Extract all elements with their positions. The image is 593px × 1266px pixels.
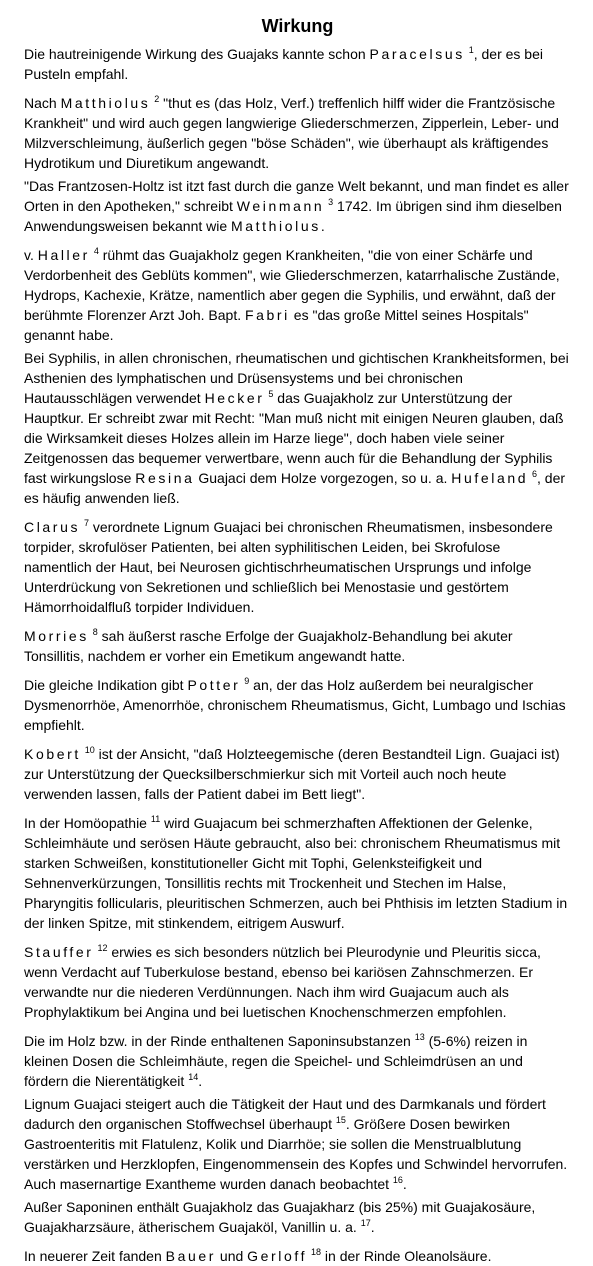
- text-run: Guajaci dem Holze vorgezogen, so u. a.: [194, 470, 452, 486]
- author-name: Matthiolus: [231, 218, 321, 234]
- footnote-ref: 15: [335, 1115, 346, 1125]
- text-run: Nach: [24, 95, 61, 111]
- text-run: 1742. Im übrigen sind ihm dieselben Anwendungsweisen bekannt wie: [24, 198, 562, 234]
- author-name: Haller: [37, 247, 90, 263]
- paragraph-p5: [24, 348, 571, 508]
- author-name: Gerloff: [247, 1248, 308, 1264]
- footnote-ref: 5: [268, 389, 274, 399]
- text-run: .: [402, 1176, 407, 1192]
- footnote-ref: 4: [93, 246, 99, 256]
- text-run: Lignum Guajaci steigert auch die Tätigkeit der Haut und des Darmkanals und fördert dadurch den organischen Stoffwechsel überhaupt: [24, 1096, 546, 1132]
- text-run: Bei Syphilis, in allen chronischen, rheumatischen und gichtischen Krankheitsformen, bei Asthenien des lymphatischen und Drüsensystems und bei chronischen Hautausschlägen verwendet: [24, 350, 569, 406]
- paragraph-p9: [24, 744, 571, 804]
- text-run: Die gleiche Indikation gibt: [24, 677, 188, 693]
- text-run: (5-6%) reizen in kleinen Dosen die Schleimhäute, regen die Speichel- und Schleimdrüsen an und fördern die Nierentätigkeit: [24, 1033, 528, 1089]
- paragraph-p15: [24, 1246, 571, 1266]
- paragraph-p4: [24, 245, 571, 345]
- text-run: sah äußerst rasche Erfolge der Guajakholz-Behandlung bei akuter Tonsillitis, nachdem er vorher ein Emetikum angewandt hatte.: [24, 628, 513, 664]
- text-run: an, der das Holz außerdem bei neuralgischer Dysmenorrhöe, Amenorrhöe, chronischem Rheumatismus, Gicht, Lumbago und Ischias empfiehlt.: [24, 677, 566, 733]
- author-name: Potter: [187, 677, 241, 693]
- author-name: Hecker: [204, 390, 265, 406]
- author-name: Hufeland: [451, 470, 529, 486]
- footnote-ref: 18: [311, 1247, 322, 1257]
- author-name: Kobert: [24, 746, 81, 762]
- text-run: In neuerer Zeit fanden: [24, 1248, 166, 1264]
- page-title: Wirkung: [261, 16, 334, 36]
- paragraph-p1: [24, 44, 571, 84]
- text-run: Außer Saponinen enthält Guajakholz das Guajakharz (bis 25%) mit Guajakosäure, Guajakharzsäure, ätherischem Guajaköl, Vanillin u. a.: [24, 1199, 536, 1235]
- paragraph-p8: [24, 675, 571, 735]
- text-run: ist der Ansicht, "daß Holzteegemische (deren Bestandteil Lign. Guajaci ist) zur Unterstützung der Quecksilberschmierkur sich mit Vorteil auch noch heute verwenden lassen, falls der Patient dabei im Bett liegt".: [24, 746, 560, 802]
- paragraph-p12: [24, 1031, 571, 1091]
- text-run: das Guajakholz zur Unterstützung der Hauptkur. Er schreibt zwar mit Recht: "Man muß nicht mit einigen Neuren glauben, daß die Wirksamkeit dieses Holzes allein im Harze liege", doch haben viele seiner Zeitgenossen das bequemer verwertbare, wenn auch für die Behandlung der Syphilis fast wirkungslose: [24, 390, 564, 486]
- footnote-ref: 12: [97, 943, 108, 953]
- text-run: "Das Frantzosen-Holtz ist itzt fast durch die ganze Welt bekannt, und man findet es aller Orten in den Apotheken," schreibt: [24, 178, 569, 214]
- footnote-ref: 6: [532, 469, 538, 479]
- text-run: erwies es sich besonders nützlich bei Pleurodynie und Pleuritis sicca, wenn Verdacht auf Tuberkulose bestand, ebenso bei kariösen Zahnschmerzen. Er verwandte nur die niederen Verdünnungen. Nach ihm wird Guajacum auch als Prophylaktikum bei Angina und bei luetischen Knochenschmerzen empfohlen.: [24, 944, 541, 1020]
- author-name: Clarus: [24, 519, 81, 535]
- footnote-ref: 11: [150, 814, 161, 824]
- document-body: [24, 44, 571, 1266]
- text-run: v.: [24, 247, 38, 263]
- text-run: Die hautreinigende Wirkung des Guajaks kannte schon: [24, 46, 370, 62]
- footnote-ref: 2: [154, 94, 160, 104]
- footnote-ref: 10: [84, 745, 95, 755]
- paragraph-p2: [24, 93, 571, 173]
- footnote-ref: 7: [83, 518, 89, 528]
- text-run: , der es häufig anwenden ließ.: [24, 470, 566, 506]
- text-run: .: [370, 1219, 375, 1235]
- paragraph-p11: [24, 942, 571, 1022]
- paragraph-p14: [24, 1197, 571, 1237]
- footnote-ref: 1: [468, 45, 474, 55]
- footnote-ref: 17: [360, 1218, 371, 1228]
- author-name: Paracelsus: [369, 46, 465, 62]
- text-run: wird Guajacum bei schmerzhaften Affektionen der Gelenke, Schleimhäute und serösen Häute gebraucht, also bei: chronischem Rheumatismus mit starken Schweißen, konstitutioneller Gicht mit Tophi, Gelenksteifigkeit und Sehnenverkürzungen, Tonsillitis rechts mit Trockenheit und Stechen im Halse, Pharyngitis follicularis, pleuritischen Schmerzen, auch bei Phthisis im letzten Stadium in der linken Spitze, mit stinkendem, eitrigem Auswurf.: [24, 815, 568, 931]
- text-run: rühmt das Guajakholz gegen Krankheiten, "die von einer Schärfe und Verdorbenheit des Geblüts kommen", wie Gliederschmerzen, katarrhalische Zustände, Hydrops, Kachexie, Krätze, namentlich aber gegen die Syphilis, und erwähnt, daß der berühmte Florenzer Arzt Joh. Bapt.: [24, 247, 560, 323]
- footnote-ref: 9: [244, 676, 250, 686]
- author-name: Stauffer: [24, 944, 94, 960]
- text-run: .: [320, 218, 325, 234]
- text-run: In der Homöopathie: [24, 815, 151, 831]
- footnote-ref: 3: [328, 197, 334, 207]
- footnote-ref: 8: [92, 627, 98, 637]
- author-name: Weinmann: [236, 198, 325, 214]
- text-run: .: [198, 1073, 203, 1089]
- text-run: in der Rinde Oleanolsäure.: [321, 1248, 492, 1264]
- text-run: , der es bei Pusteln empfahl.: [24, 46, 543, 82]
- author-name: Fabri: [245, 307, 290, 323]
- text-run: . Größere Dosen bewirken Gastroenteritis mit Flatulenz, Kolik und Diarrhöe; sie sollen die Menstrualblutung verstärken und Herzklopfen, Eingenommensein des Kopfes und Schwindel hervorrufen. Auch masernartige Exantheme wurden danach beobachtet: [24, 1116, 568, 1192]
- footnote-ref: 16: [392, 1175, 403, 1185]
- paragraph-p3: [24, 176, 571, 236]
- author-name: Bauer: [165, 1248, 217, 1264]
- paragraph-p6: [24, 517, 571, 617]
- author-name: Morries: [24, 628, 89, 644]
- text-run: "thut es (das Holz, Verf.) treffenlich hilff wider die Frantzösische Krankheit" und wird auch gegen langwierige Gliederschmerzen, Zipperlein, Leber- und Milzverschleimung, äußerlich gegen "böse Schäden", wie überhaupt als kräftigendes Hydrotikum und Diuretikum angewandt.: [24, 95, 559, 171]
- author-name: Matthiolus: [60, 95, 151, 111]
- footnote-ref: 14: [188, 1072, 199, 1082]
- text-run: es "das große Mittel seines Hospitals" genannt habe.: [24, 307, 529, 343]
- author-name: Resina: [135, 470, 195, 486]
- footnote-ref: 13: [414, 1032, 425, 1042]
- text-run: Die im Holz bzw. in der Rinde enthaltenen Saponinsubstanzen: [24, 1033, 415, 1049]
- text-run: und: [216, 1248, 248, 1264]
- paragraph-p10: [24, 813, 571, 933]
- text-run: verordnete Lignum Guajaci bei chronischen Rheumatismen, insbesondere torpider, skrofulöser Patienten, bei alten syphilitischen Leiden, bei Skrofulose namentlich der Haut, bei Neurosen gichtischrheumatischen Ursprungs und infolge Unterdrückung von Sekretionen und schließlich bei Menostasie und gestörtem Hämorrhoidalfluß torpider Individuen.: [24, 519, 553, 615]
- paragraph-p7: [24, 626, 571, 666]
- paragraph-p13: [24, 1094, 571, 1194]
